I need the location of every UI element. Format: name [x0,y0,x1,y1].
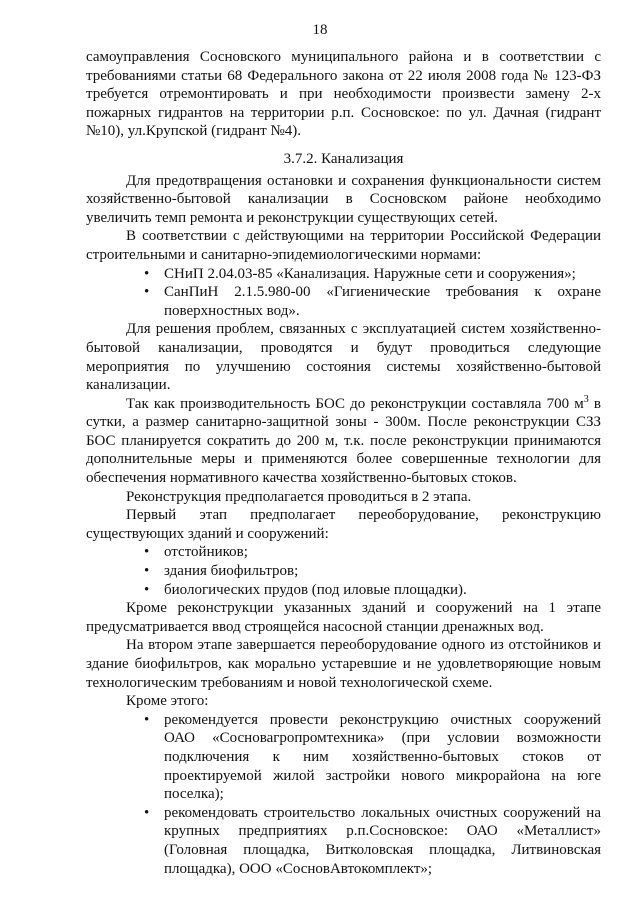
list-item: • биологических прудов (под иловые площадки). [164,581,601,600]
list-item: • отстойников; [164,543,601,562]
paragraph: На втором этапе завершается переоборудование одного из отстойников и здание биофильтров, как морально устаревшие и не удовлетворяющие новым технологическим требованиям и новой технологической схеме. [86,637,601,691]
extra-list [86,711,601,878]
paragraph: В соответствии с действующими на территории Российской Федерации строительными и санитарно-эпидемиологическими нормами: [86,228,601,263]
paragraph-continuation: самоуправления Сосновского муниципального района и в соответствии с требованиями статьи 68 Федерального закона от 22 июля 2008 года № 123-ФЗ требуется отремонтировать и при необходимости произвести замену 2-х пожарных гидрантов на территории р.п. Сосновское: по ул. Дачная (гидрант №10), ул.Крупской (гидрант №4). [86,49,601,140]
superscript: 3 [583,393,589,405]
list-item: • СНиП 2.04.03-85 «Канализация. Наружные сети и сооружения»; [164,265,601,284]
paragraph: Реконструкция предполагается проводиться в 2 этапа. [126,488,472,505]
list-item: • рекомендовать строительство локальных очистных сооружений на крупных предприятиях р.п.Сосновское: ОАО «Металлист» (Головная площадка, Витколовская площадка, Литвиновская площадка), ООО «СосновАвтокомплект»; [164,804,601,878]
paragraph-text: в сутки, а размер санитарно-защитной зоны - 300м. После реконструкции СЗЗ БОС планируется сократить до 200 м, т.к. после реконструкции принимаются дополнительные меры и применяются более совершенные технологии для обеспечения нормативного качества хозяйственно-бытовых стоков. [86,395,601,487]
section-heading: 3.7.2. Канализация [283,150,404,167]
stage1-list [86,543,601,599]
paragraph: Для решения проблем, связанных с эксплуатацией систем хозяйственно-бытовой канализации, проводятся и будут проводиться следующие мероприятия по улучшению состояния системы хозяйственно-бытовой канализации. [86,321,601,394]
list-item: • СанПиН 2.1.5.980-00 «Гигиенические требования к охране поверхностных вод». [164,283,601,320]
list-item: • рекомендуется провести реконструкцию очистных сооружений ОАО «Сосновагропромтехника» (при условии возможности подключения к ним хозяйственно-бытовых стоков от проектируемой жилой застройки нового микрорайона на юге поселка); [164,711,601,804]
paragraph-text: Так как производительность БОС до реконструкции составляла 700 м [126,395,584,412]
document-body [86,48,601,878]
paragraph [86,395,601,488]
norms-list [86,265,601,321]
list-item: • здания биофильтров; [164,562,601,581]
paragraph: Кроме реконструкции указанных зданий и сооружений на 1 этапе предусматривается ввод строящейся насосной станции дренажных вод. [86,600,601,635]
page-number: 18 [312,22,328,38]
paragraph: Для предотвращения остановки и сохранения функциональности систем хозяйственно-бытовой канализации в Сосновском районе необходимо увеличить темп ремонта и реконструкции существующих сетей. [86,172,601,226]
paragraph: Кроме этого: [126,693,209,710]
paragraph: Первый этап предполагает переоборудование, реконструкцию существующих зданий и сооружений: [86,507,601,542]
